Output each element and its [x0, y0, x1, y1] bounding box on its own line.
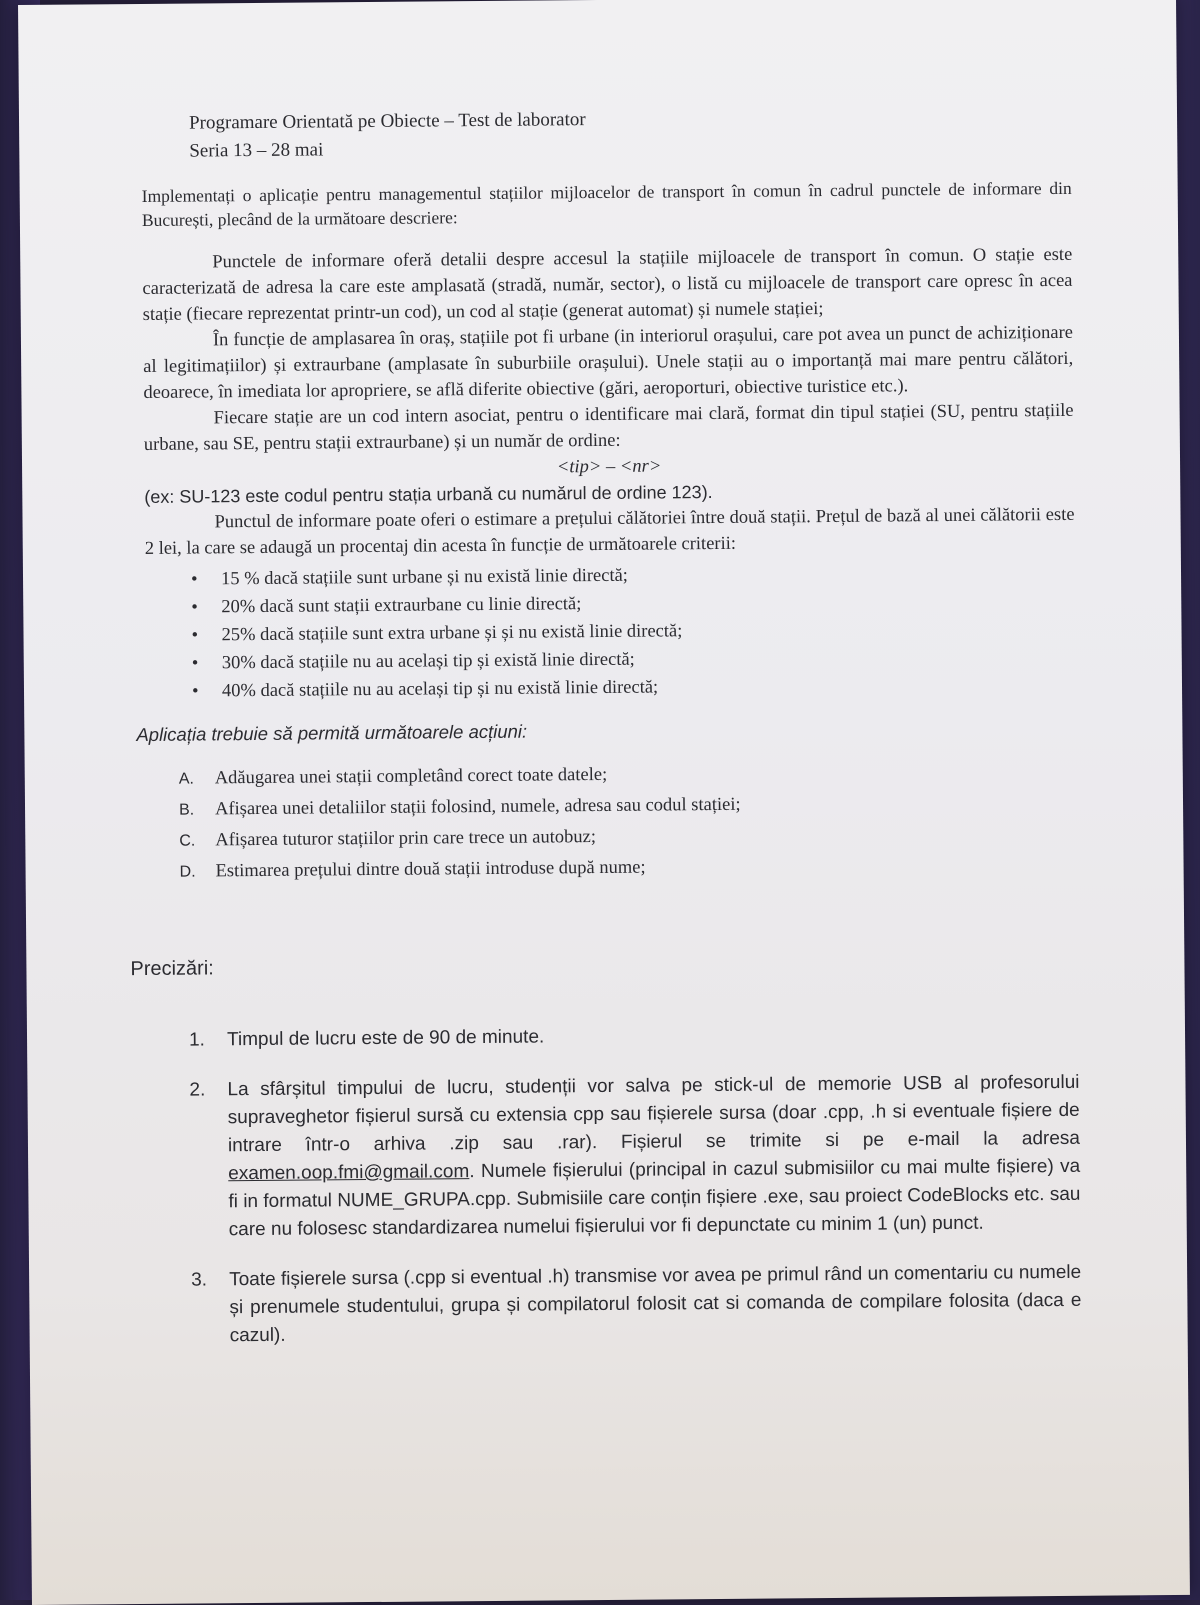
list-item: C. Afișarea tuturor stațiilor prin care trece un autobuz;: [179, 818, 1077, 857]
list-item: 1. Timpul de lucru este de 90 de minute.: [189, 1019, 1079, 1055]
bullet-icon: •: [191, 653, 199, 674]
bullet-icon: •: [191, 597, 198, 618]
description-paragraph-2: În funcție de amplasarea în oraș, stațiile pot fi urbane (in interiorul orașului, care pot avea un punct de achiziționare al legitimațiilor) și extraurbane (amplasate în suburbiile orașului). Unele stații au o importanță mai mare pentru călători, deoarece, în imediata lor apropriere, se află diferite obiective (gări, aeroporturi, obiective turistice etc.).: [143, 322, 1074, 403]
note-number: 3.: [191, 1269, 208, 1291]
criteria-list: [185, 558, 1076, 706]
list-item: • 30% dacă stațiile nu au același tip și există linie directă;: [186, 642, 1076, 678]
list-item: A. Adăugarea unei stații completând corect toate datele;: [179, 756, 1077, 795]
document-title: Programare Orientată pe Obiecte – Test de laborator: [188, 109, 586, 134]
list-item: • 15 % dacă stațiile sunt urbane și nu există linie directă;: [185, 558, 1075, 594]
document-subtitle: Seria 13 – 28 mai: [189, 139, 324, 162]
list-marker: B.: [178, 801, 195, 819]
note-number: 2.: [189, 1079, 206, 1101]
document-content: [130, 92, 1082, 1373]
list-item: • 40% dacă stațiile nu au același tip și nu există linie directă;: [186, 670, 1076, 706]
bullet-icon: •: [191, 681, 199, 702]
description-paragraph-3: Fiecare stație are un cod intern asociat, pentru o identificare mai clară, format din tipul stației (SU, pentru stațiile urbane, sau SE, pentru stații extraurbane) și un număr de ordine:: [143, 400, 1074, 455]
notes-list: [189, 1019, 1082, 1351]
list-item: B. Afișarea unei detaliilor stații folosind, numele, adresa sau codul stației;: [179, 787, 1077, 826]
intro-paragraph: Implementați o aplicație pentru managementul stațiilor mijloacelor de transport în comun în cadrul punctele de informare din București, plecând de la următoare descriere:: [141, 177, 1072, 230]
actions-title: Aplicația trebuie să permită următoarele acțiuni:: [136, 720, 528, 746]
list-item: • 25% dacă stațiile sunt extra urbane și și nu există linie directă;: [185, 614, 1075, 650]
code-format: <tip> – <nr>: [556, 456, 662, 478]
precizari-title: Precizări:: [130, 957, 214, 981]
email-link[interactable]: examen.oop.fmi@gmail.com: [228, 1161, 470, 1185]
code-example: (ex: SU-123 este codul pentru stația urbană cu numărul de ordine 123).: [144, 482, 713, 507]
list-item: 2. La sfârșitul timpului de lucru, studenții vor salva pe stick-ul de memorie USB al profesorului supraveghetor fișierul sursă cu extensia cpp sau fișierele sursa (doar .cpp, .h si eventuale fișiere de intrare într-o arhiva .zip sau .rar). Fișierul se trimite si pe e-mail la adresa examen.oop.fmi@gmail.com. Numele fișierului (principal in cazul submisiilor cu mai multe fișiere) va fi in formatul NUME_GRUPA.cpp. Submisiile care conțin fișiere .exe, sau proiect CodeBlocks etc. sau care nu folosesc standardizarea numelui fișierului vor fi depunctate cu minim 1 (un) punct.: [189, 1071, 1081, 1241]
list-item: • 20% dacă sunt stații extraurbane cu linie directă;: [185, 586, 1075, 622]
paper-sheet: [18, 0, 1190, 1605]
bullet-icon: •: [191, 625, 199, 646]
list-marker: C.: [179, 832, 196, 850]
note-number: 1.: [188, 1029, 206, 1051]
list-item: D. Estimarea prețului dintre două stații introduse după nume;: [179, 849, 1077, 888]
document-header: [189, 102, 1071, 166]
actions-list: [179, 756, 1078, 888]
list-marker: A.: [178, 770, 194, 788]
list-item: 3. Toate fișierele sursa (.cpp si eventual .h) transmise vor avea pe primul rând un comentariu cu numele și prenumele studentului, grupa și compilatorul folosit cat si comanda de compilare folosita (daca e cazul).: [191, 1261, 1082, 1347]
description-paragraph-1: Punctele de informare oferă detalii despre accesul la stațiile mijloacele de transport în comun. O stație este caracterizată de adresa la care este amplasată (stradă, număr, sector), o listă cu mijloacele de transport care opresc în acea stație (fiecare reprezentat printr-un cod), un cod al stație (generat automat) și numele stației;: [142, 244, 1073, 325]
description-paragraph-4: Punctul de informare poate oferi o estimare a prețului călătoriei între două stații. Prețul de bază al unei călătorii este 2 lei, la care se adaugă un procentaj din acesta în funcție de următoarele criterii:: [144, 504, 1075, 559]
bullet-icon: •: [190, 569, 198, 590]
list-marker: D.: [179, 863, 196, 881]
